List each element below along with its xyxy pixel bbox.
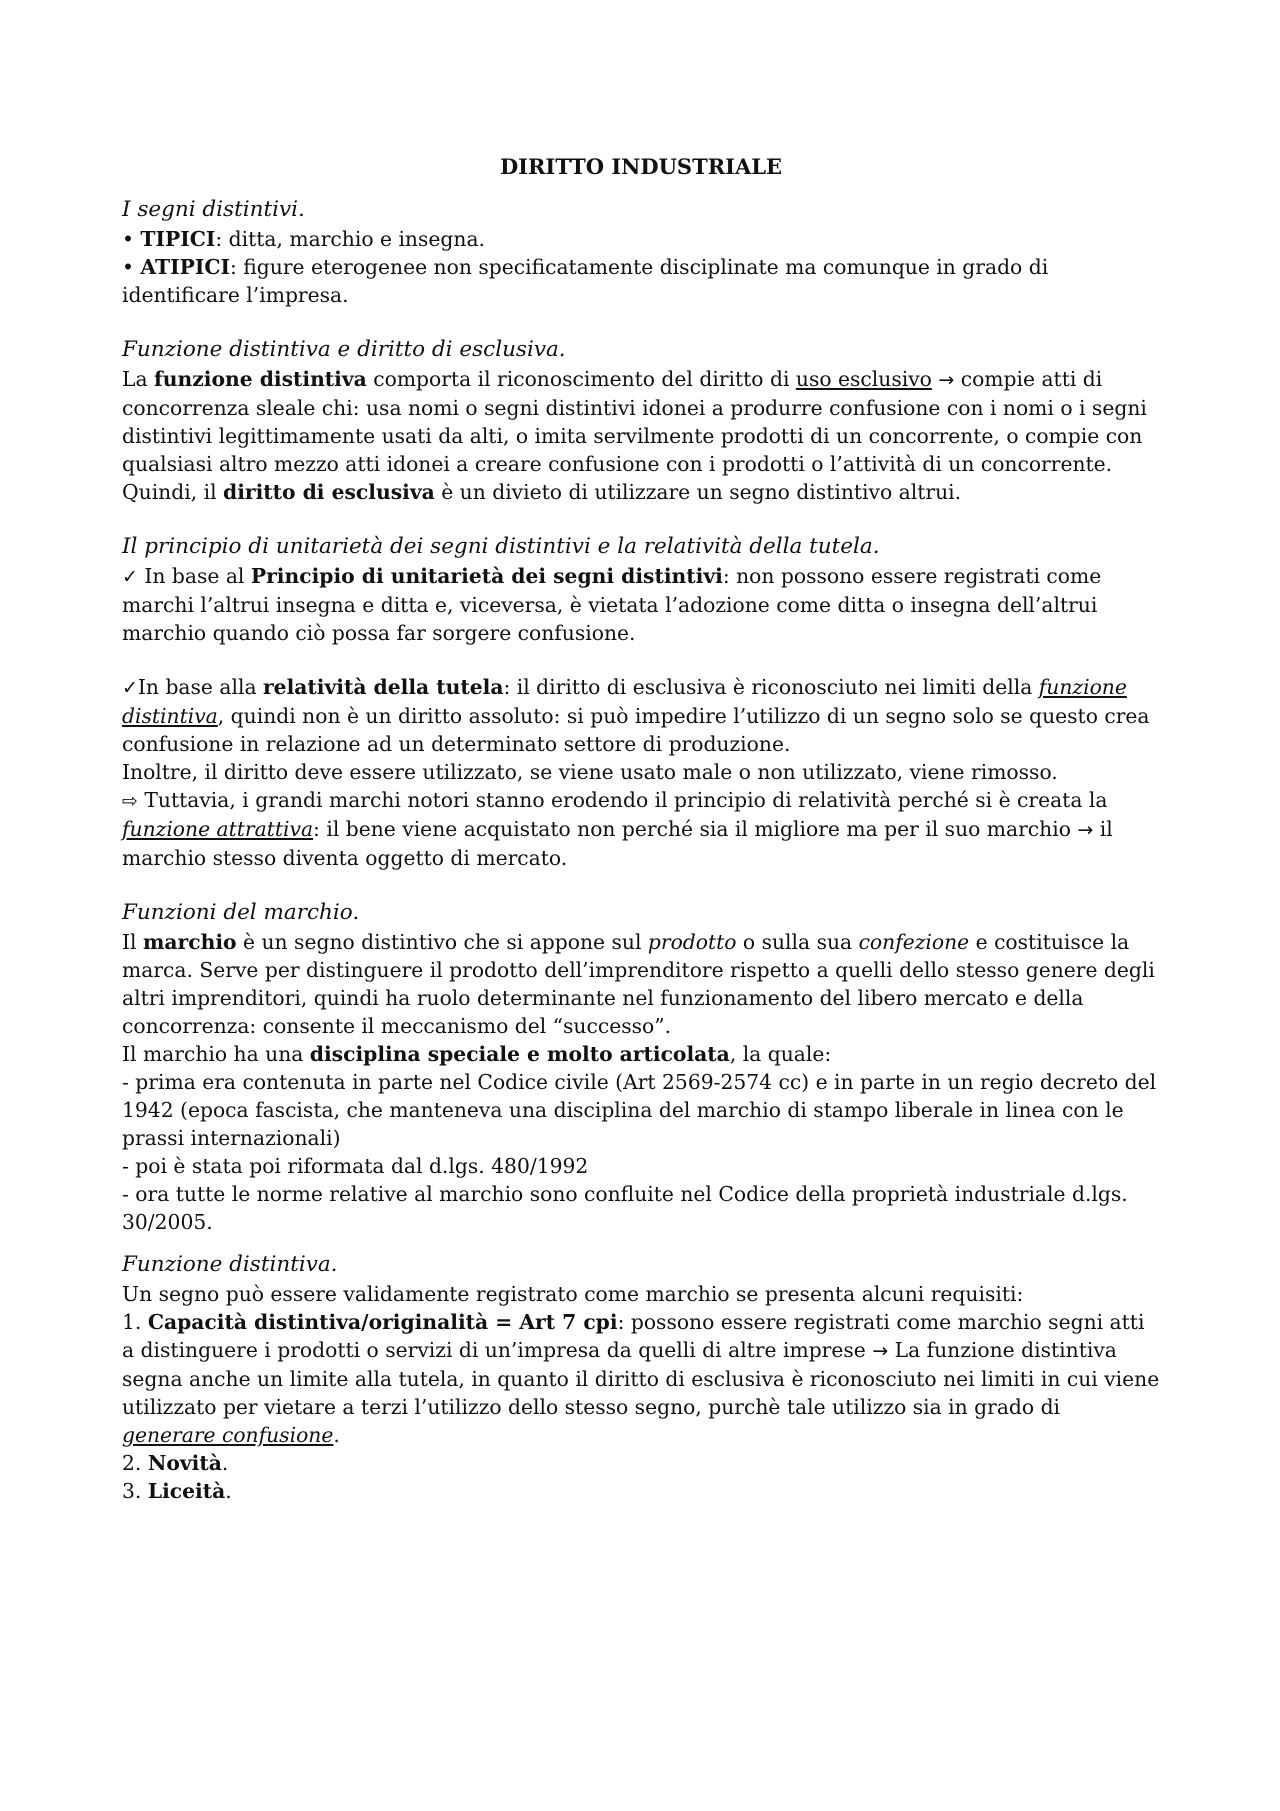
section-title: I segni distintivi. <box>122 197 305 222</box>
section-funzione-distintiva-esclusiva <box>122 335 1160 506</box>
paragraph: ⇨ Tuttavia, i grandi marchi notori stanno erodendo il principio di relatività perché si è creata la funzione attrattiva: il bene viene acquistato non perché sia il migliore ma per il suo marchio → il marchio stesso diventa oggetto di mercato. <box>122 788 1113 870</box>
section-title: Funzione distintiva. <box>122 1252 338 1277</box>
list-item-atipici: • ATIPICI: figure eterogenee non specificatamente disciplinate ma comunque in grado di identificare l’impresa. <box>122 255 1049 307</box>
paragraph: Il marchio è un segno distintivo che si appone sul prodotto o sulla sua confezione e costituisce la marca. Serve per distinguere il prodotto dell’imprenditore rispetto a quelli dello stesso genere degli altri imprenditori, quindi ha ruolo determinante nel funzionamento del libero mercato e della concorrenza: consente il meccanismo del “successo”. <box>122 930 1155 1038</box>
arrow-right-icon: → <box>872 1340 889 1362</box>
paragraph: Un segno può essere validamente registrato come marchio se presenta alcuni requisiti: <box>122 1282 1024 1306</box>
list-item: - ora tutte le norme relative al marchio sono confluite nel Codice della proprietà industriale d.lgs. 30/2005. <box>122 1182 1128 1234</box>
bullet-icon: • <box>122 227 134 251</box>
section-segni-distintivi <box>122 195 1160 309</box>
arrow-right-icon: → <box>938 369 955 391</box>
list-item-liceita: 3. Liceità. <box>122 1479 232 1503</box>
list-item: - poi è stata poi riformata dal d.lgs. 480/1992 <box>122 1154 589 1178</box>
section-title: Funzioni del marchio. <box>122 900 360 925</box>
checkmark-icon: ✓ <box>122 677 138 699</box>
paragraph: Inoltre, il diritto deve essere utilizzato, se viene usato male o non utilizzato, viene rimosso. <box>122 760 1058 784</box>
checkmark-icon: ✓ <box>122 566 138 588</box>
paragraph: Quindi, il diritto di esclusiva è un divieto di utilizzare un segno distintivo altrui. <box>122 480 962 504</box>
list-item-tipici: • TIPICI: ditta, marchio e insegna. <box>122 227 485 251</box>
section-title: Funzione distintiva e diritto di esclusiva. <box>122 337 566 362</box>
paragraph: Il marchio ha una disciplina speciale e molto articolata, la quale: <box>122 1042 832 1066</box>
list-item: - prima era contenuta in parte nel Codice civile (Art 2569-2574 cc) e in parte in un regio decreto del 1942 (epoca fascista, che manteneva una disciplina del marchio di stampo liberale in linea con le prassi internazionali) <box>122 1070 1157 1150</box>
document-title: DIRITTO INDUSTRIALE <box>499 154 783 179</box>
section-principio-unitarieta <box>122 532 1160 872</box>
hollow-arrow-icon: ⇨ <box>122 790 138 812</box>
arrow-right-icon: → <box>1077 819 1094 841</box>
section-title: Il principio di unitarietà dei segni distintivi e la relatività della tutela. <box>122 534 880 559</box>
bullet-icon: • <box>122 255 134 279</box>
paragraph: ✓ In base al Principio di unitarietà dei segni distintivi: non possono essere registrati come marchi l’altrui insegna e ditta e, viceversa, è vietata l’adozione come ditta o insegna dell’altrui marchio quando ciò possa far sorgere confusione. <box>122 564 1102 645</box>
list-item-capacita: 1. Capacità distintiva/originalità = Art 7 cpi: possono essere registrati come marchio segni atti a distinguere i prodotti o servizi di un’impresa da quelli di altre imprese → La funzione distintiva segna anche un limite alla tutela, in quanto il diritto di esclusiva è riconosciuto nei limiti in cui viene utilizzato per vietare a terzi l’utilizzo dello stesso segno, purchè tale utilizzo sia in grado di generare confusione. <box>122 1310 1160 1447</box>
list-item-novita: 2. Novità. <box>122 1451 229 1475</box>
section-funzione-distintiva <box>122 1250 1160 1505</box>
section-funzioni-marchio <box>122 898 1160 1236</box>
paragraph: La funzione distintiva comporta il riconoscimento del diritto di uso esclusivo → compie atti di concorrenza sleale chi: usa nomi o segni distintivi idonei a produrre confusione con i nomi o i segni distintivi legittimamente usati da alti, o imita servilmente prodotti di un concorrente, o compie con qualsiasi altro mezzo atti idonei a creare confusione con i prodotti o l’attività di un concorrente. <box>122 367 1147 476</box>
paragraph: ✓In base alla relatività della tutela: il diritto di esclusiva è riconosciuto nei limiti della funzione distintiva, quindi non è un diritto assoluto: si può impedire l’utilizzo di un segno solo se questo crea confusione in relazione ad un determinato settore di produzione. <box>122 675 1150 756</box>
